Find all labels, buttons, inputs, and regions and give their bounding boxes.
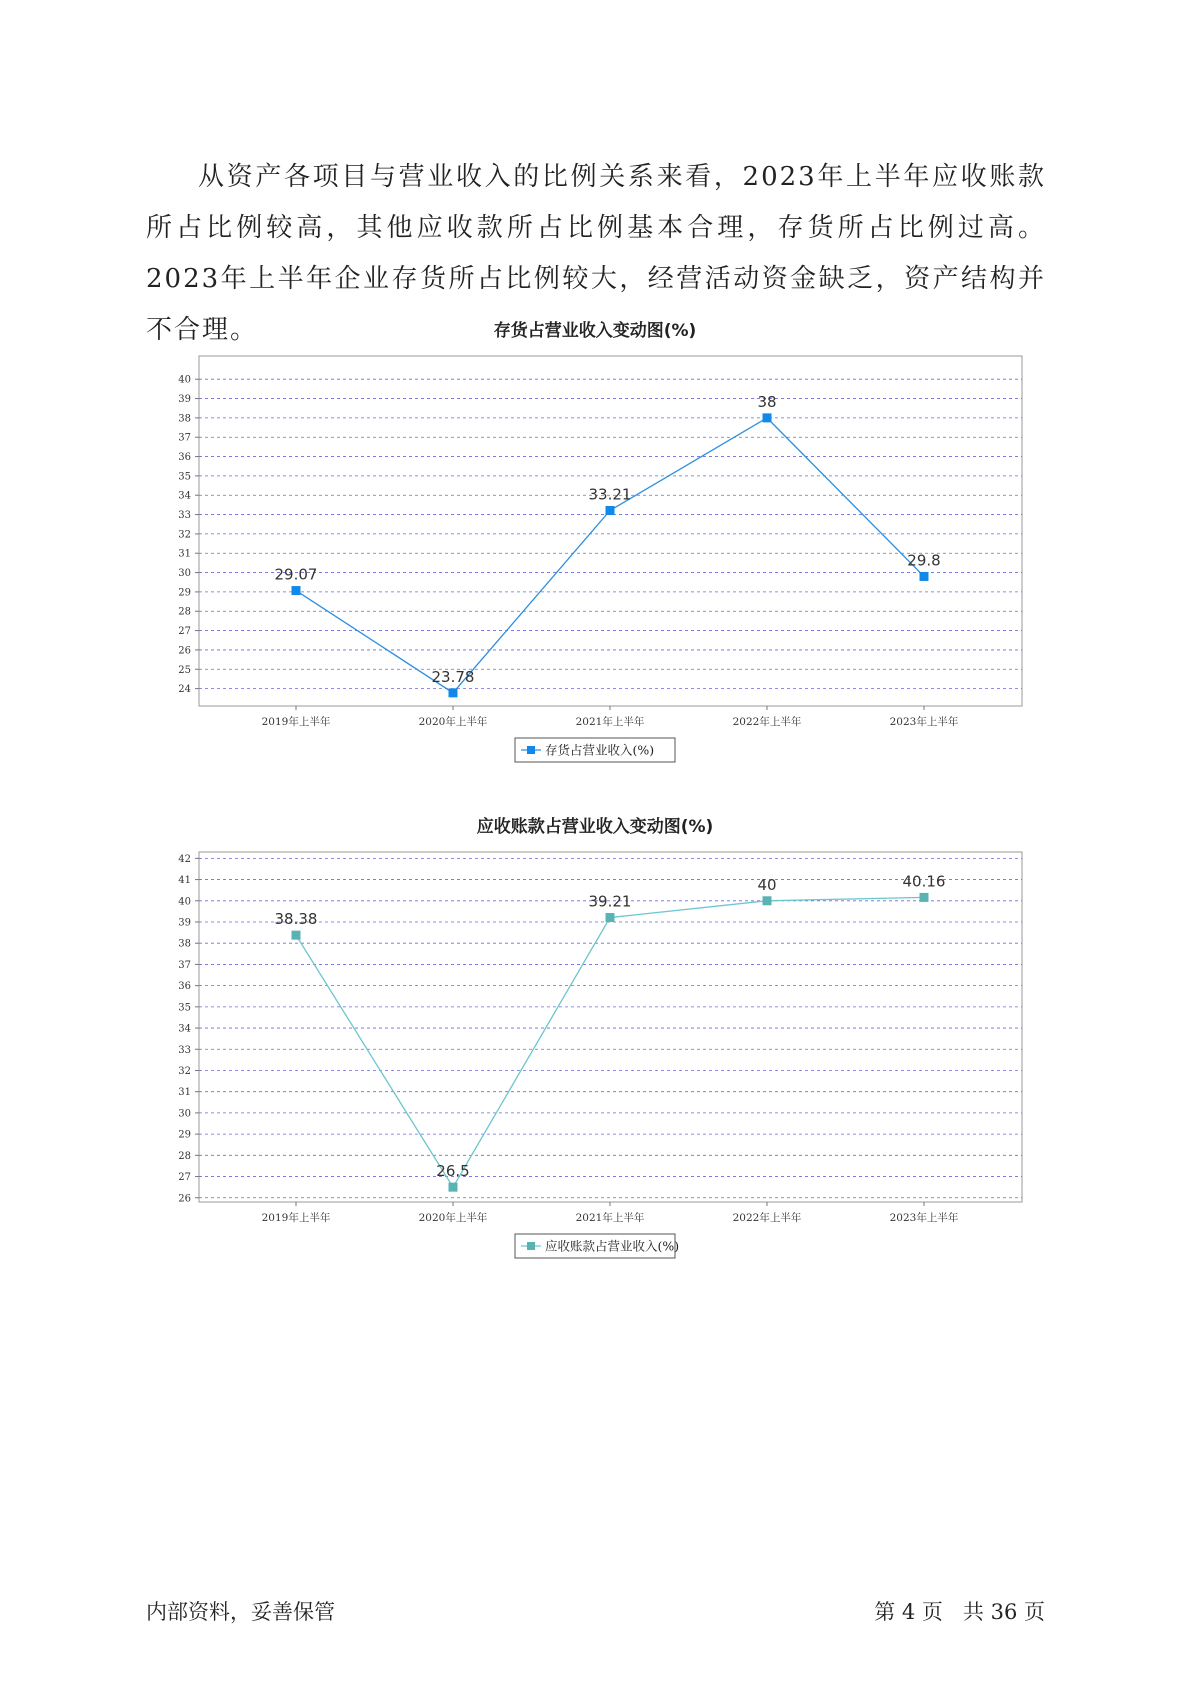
y-tick-label: 32 [178,529,191,541]
data-point [449,688,458,697]
y-tick-label: 39 [178,394,191,406]
plot-area [199,356,1022,706]
data-point [292,931,301,940]
legend-label: 应收账款占营业收入(%) [545,1238,680,1254]
y-tick-label: 36 [178,981,191,993]
y-tick-label: 35 [178,471,191,483]
data-point [606,506,615,515]
inventory-chart [0,310,1191,770]
data-point [920,572,929,581]
chart-title: 应收账款占营业收入变动图(%) [476,817,714,837]
x-tick-label: 2020年上半年 [418,1212,488,1224]
legend-label: 存货占营业收入(%) [545,742,655,758]
y-tick-label: 25 [178,664,191,676]
data-point [763,413,772,422]
chart-title: 存货占营业收入变动图(%) [493,321,697,341]
y-tick-label: 31 [178,1087,191,1099]
data-label: 29.8 [907,551,941,570]
page-number: 第 4 页 共 36 页 [874,1600,1045,1624]
data-point [292,586,301,595]
inventory-chart-svg [0,310,1191,770]
legend-marker [527,746,535,754]
data-label: 29.07 [274,565,318,584]
y-tick-label: 29 [178,587,191,599]
y-tick-label: 38 [178,413,191,425]
y-tick-label: 38 [178,938,191,950]
y-tick-label: 35 [178,1002,191,1014]
y-tick-label: 27 [178,1172,191,1184]
y-tick-label: 37 [178,959,191,971]
y-tick-label: 30 [178,568,191,580]
receivables-chart-svg [0,806,1191,1266]
y-tick-label: 33 [178,1044,191,1056]
y-tick-label: 34 [178,1023,191,1035]
y-tick-label: 26 [178,1193,191,1205]
data-point [606,913,615,922]
x-tick-label: 2019年上半年 [261,716,331,728]
data-label: 40 [757,875,777,894]
data-point [763,896,772,905]
y-tick-label: 28 [178,606,191,618]
x-tick-label: 2023年上半年 [889,716,959,728]
x-tick-label: 2021年上半年 [575,716,645,728]
y-tick-label: 28 [178,1150,191,1162]
data-point [449,1183,458,1192]
legend-marker [527,1242,535,1250]
y-tick-label: 32 [178,1065,191,1077]
data-label: 33.21 [588,485,632,504]
x-tick-label: 2021年上半年 [575,1212,645,1224]
y-tick-label: 34 [178,490,191,502]
y-tick-label: 26 [178,645,191,657]
y-tick-label: 42 [178,853,191,865]
receivables-chart [0,806,1191,1266]
y-tick-label: 39 [178,917,191,929]
x-tick-label: 2019年上半年 [261,1212,331,1224]
y-tick-label: 24 [178,684,191,696]
body-paragraph: 从资产各项目与营业收入的比例关系来看，2023年上半年应收账款所占比例较高，其他应收款所占比例基本合理，存货所占比例过高。2023年上半年企业存货所占比例较大，经营活动资金缺乏，资产结构并不合理。 [146,162,1046,345]
y-tick-label: 41 [178,875,191,887]
data-label: 40.16 [902,872,946,891]
y-tick-label: 37 [178,432,191,444]
data-label: 26.5 [436,1162,470,1181]
y-tick-label: 27 [178,626,191,638]
data-label: 38 [757,392,777,411]
x-tick-label: 2022年上半年 [732,716,802,728]
data-label: 23.78 [431,667,475,686]
x-tick-label: 2023年上半年 [889,1212,959,1224]
y-tick-label: 30 [178,1108,191,1120]
x-tick-label: 2022年上半年 [732,1212,802,1224]
y-tick-label: 40 [178,374,191,386]
data-label: 38.38 [274,910,318,929]
y-tick-label: 31 [178,548,191,560]
y-tick-label: 29 [178,1129,191,1141]
y-tick-label: 36 [178,452,191,464]
x-tick-label: 2020年上半年 [418,716,488,728]
y-tick-label: 33 [178,510,191,522]
data-label: 39.21 [588,892,632,911]
footer-note: 内部资料，妥善保管 [146,1600,335,1624]
data-point [920,893,929,902]
y-tick-label: 40 [178,896,191,908]
